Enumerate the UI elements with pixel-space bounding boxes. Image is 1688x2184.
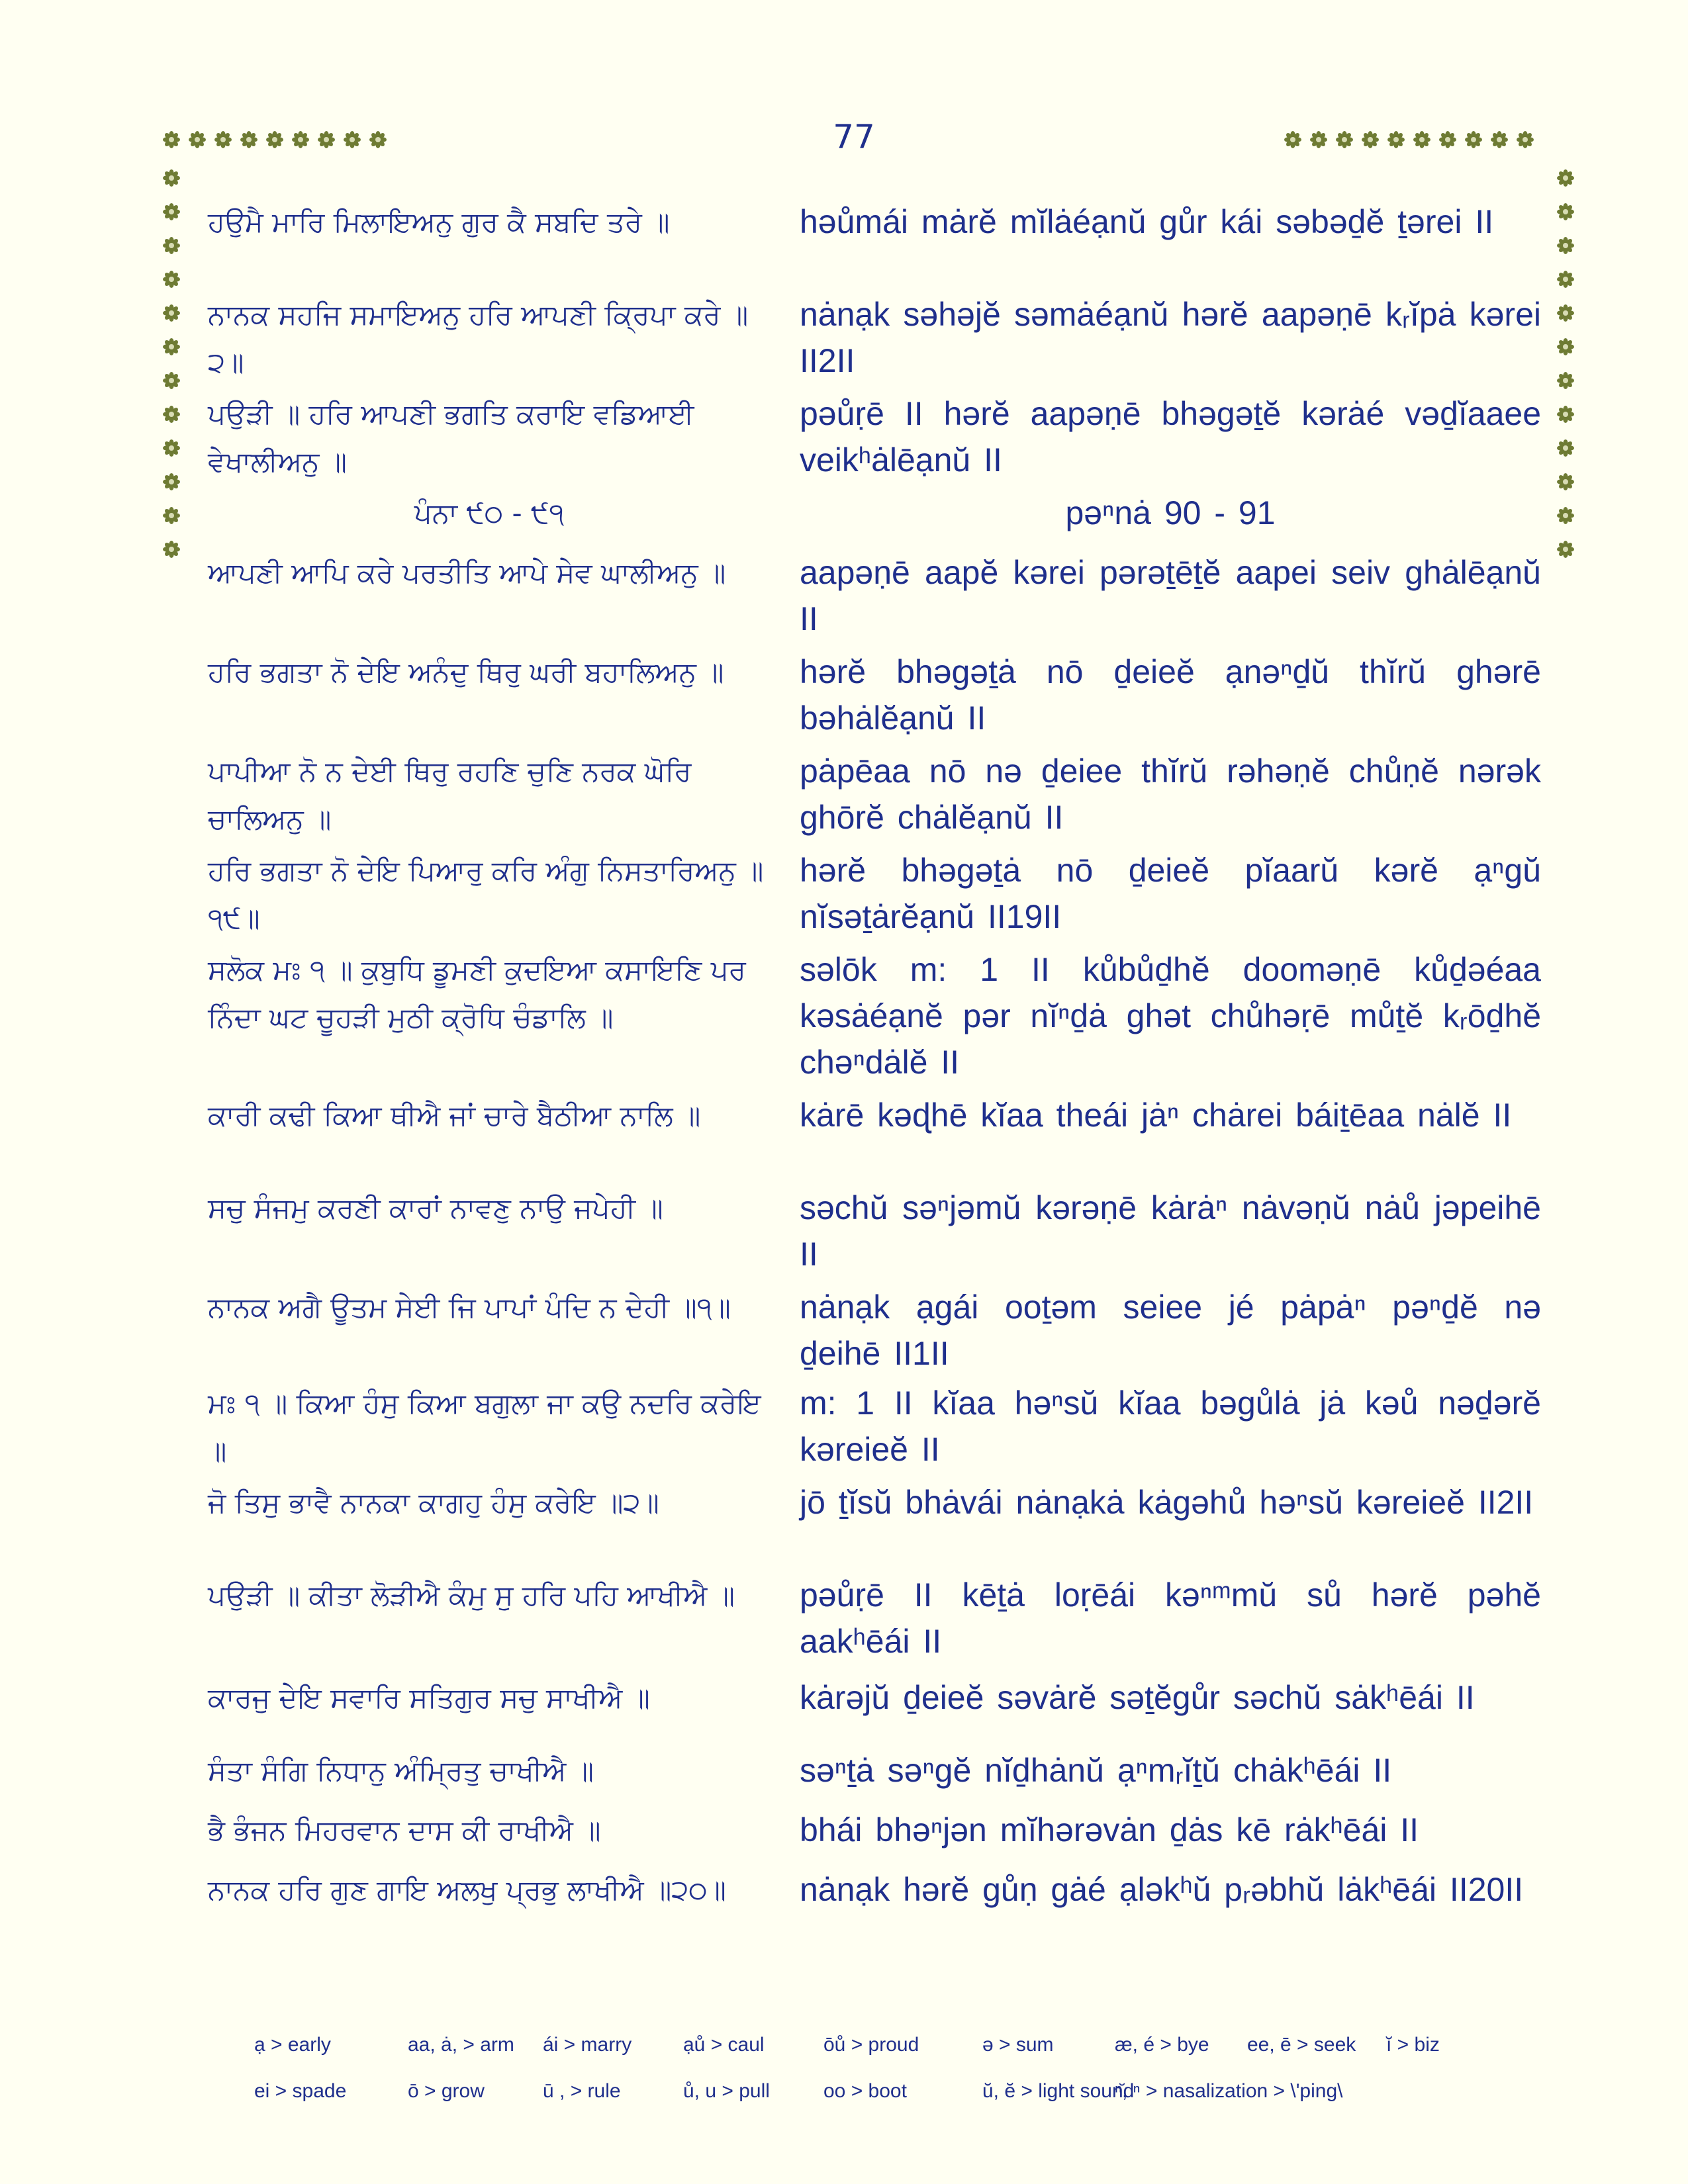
verse-transliteration: pȧpēaa nō nə ḏeiee thĭrŭ rəhəṇĕ chůṇĕ nərək ghōrĕ chȧlĕạnŭ II bbox=[800, 752, 1541, 836]
legend-item: ō > grow bbox=[408, 2080, 485, 2102]
verse-gurmukhi: ਮਃ ੧ ॥ ਕਿਆ ਹੰਸੁ ਕਿਆ ਬਗੁਲਾ ਜਾ ਕਉ ਨਦਰਿ ਕਰੇਇ ॥ bbox=[208, 1387, 761, 1467]
flower-icon bbox=[1489, 130, 1509, 150]
verse-row bbox=[208, 649, 1541, 741]
verse-gurmukhi: ਕਾਰਜੁ ਦੇਇ ਸਵਾਰਿ ਸਤਿਗੁਰ ਸਚੁ ਸਾਖੀਐ ॥ bbox=[208, 1682, 650, 1714]
verse-row bbox=[208, 1380, 1541, 1475]
verse-gurmukhi: ਪਾਪੀਆ ਨੋ ਨ ਦੇਈ ਥਿਰੁ ਰਹਣਿ ਚੁਣਿ ਨਰਕ ਘੋਰਿ ਚਾਲਿਅਨੁ ॥ bbox=[208, 755, 692, 835]
legend-item: ĭ > biz bbox=[1386, 2034, 1440, 2056]
page-reference-roman: pəⁿnȧ 90 - 91 bbox=[1065, 494, 1276, 531]
verse-row bbox=[208, 390, 1541, 486]
legend-item: ⁿ̆, ⁿ > nasalization > \'ping\ bbox=[1115, 2080, 1343, 2102]
pronunciation-legend bbox=[254, 2032, 1479, 2124]
flower-icon bbox=[1556, 438, 1575, 458]
verse-transliteration: həůmái mȧrĕ mĭlȧéạnŭ gůr kái səbəḏĕ ṯərei II bbox=[800, 203, 1494, 240]
verse-gurmukhi: ਸਚੁ ਸੰਜਮੁ ਕਰਣੀ ਕਾਰਾਂ ਨਾਵਣੁ ਨਾਉ ਜਪੇਹੀ ॥ bbox=[208, 1192, 663, 1224]
legend-item: oo > boot bbox=[823, 2080, 907, 2102]
flower-icon bbox=[1556, 472, 1575, 492]
verse-gurmukhi: ਸਲੋਕ ਮਃ ੧ ॥ ਕੁਬੁਧਿ ਡੂਮਣੀ ਕੁਦਇਆ ਕਸਾਇਣਿ ਪਰ ਨਿੰਦਾ ਘਟ ਚੂਹੜੀ ਮੁਠੀ ਕ੍ਰੋਧਿ ਚੰਡਾਲਿ ॥ bbox=[208, 954, 746, 1034]
legend-item: ə > sum bbox=[982, 2034, 1054, 2056]
flower-icon bbox=[1556, 168, 1575, 188]
right-flower-border bbox=[1556, 168, 1575, 559]
verse-gurmukhi: ਨਾਨਕ ਹਰਿ ਗੁਣ ਗਾਇ ਅਲਖੁ ਪ੍ਰਭੁ ਲਾਖੀਐ ॥੨੦॥ bbox=[208, 1874, 726, 1906]
left-flower-border bbox=[162, 168, 181, 559]
verse-transliteration: pəůṛē II hərĕ aapəṇē bhəgəṯĕ kərȧé vəḏĭaaee veikʰȧlēạnŭ II bbox=[800, 395, 1541, 478]
verse-row bbox=[208, 1747, 1541, 1795]
verse-transliteration: nȧnạk səhəjĕ səmȧéạnŭ hərĕ aapəṇē kᵣĭpȧ kərei II2II bbox=[800, 296, 1541, 379]
flower-icon bbox=[1556, 202, 1575, 222]
page-reference-gurmukhi: ਪੰਨਾ ੯੦ - ੯੧ bbox=[414, 497, 565, 529]
flower-icon bbox=[1464, 130, 1483, 150]
flower-icon bbox=[162, 506, 181, 525]
verse-gurmukhi: ਹਰਿ ਭਗਤਾ ਨੋ ਦੇਇ ਅਨੰਦੁ ਥਿਰੁ ਘਰੀ ਬਹਾਲਿਅਨੁ ॥ bbox=[208, 656, 724, 688]
legend-item: ee, ē > seek bbox=[1247, 2034, 1356, 2056]
legend-item: aa, ȧ, > arm bbox=[408, 2034, 514, 2056]
legend-row bbox=[254, 2032, 1479, 2066]
top-right-flower-border bbox=[1283, 130, 1535, 150]
verse-transliteration: kȧrē kəɖhē kĭaa theái jȧⁿ chȧrei báiṯēaa nȧlĕ II bbox=[800, 1097, 1512, 1134]
flower-icon bbox=[1556, 269, 1575, 289]
verse-row bbox=[208, 946, 1541, 1085]
flower-icon bbox=[265, 130, 285, 150]
flower-icon bbox=[1360, 130, 1380, 150]
flower-icon bbox=[162, 202, 181, 222]
verse-gurmukhi: ਜੋ ਤਿਸੁ ਭਾਵੈ ਨਾਨਕਾ ਕਾਗਹੁ ਹੰਸੁ ਕਰੇਇ ॥੨॥ bbox=[208, 1486, 659, 1519]
verse-transliteration: hərĕ bhəgəṯȧ nō ḏeieĕ pĭaarŭ kərĕ ạⁿgŭ nĭsəṯȧrĕạnŭ II19II bbox=[800, 852, 1541, 935]
verse-row bbox=[208, 847, 1541, 942]
flower-icon bbox=[239, 130, 259, 150]
legend-item: ū , > rule bbox=[543, 2080, 621, 2102]
flower-icon bbox=[213, 130, 233, 150]
verse-row bbox=[208, 1479, 1541, 1527]
verse-transliteration: hərĕ bhəgəṯȧ nō ḏeieĕ ạnəⁿḏŭ thĭrŭ ghərē bəhȧlĕạnŭ II bbox=[800, 653, 1541, 737]
flower-icon bbox=[1515, 130, 1535, 150]
flower-icon bbox=[291, 130, 310, 150]
legend-item: ōů > proud bbox=[823, 2034, 919, 2056]
verse-transliteration: səchŭ səⁿjəmŭ kərəṇē kȧrȧⁿ nȧvəṇŭ nȧů jəpeihē II bbox=[800, 1189, 1541, 1273]
legend-item: ů, u > pull bbox=[683, 2080, 770, 2102]
verse-transliteration: kȧrəjŭ ḏeieĕ səvȧrĕ səṯĕgůr səchŭ sȧkʰēái II bbox=[800, 1679, 1475, 1716]
verse-transliteration: nȧnạk hərĕ gůṇ gȧé ạləkʰŭ pᵣəbhŭ lȧkʰēái II20II bbox=[800, 1871, 1524, 1908]
flower-icon bbox=[1386, 130, 1406, 150]
verse-gurmukhi: ਪਉੜੀ ॥ ਕੀਤਾ ਲੋੜੀਐ ਕੰਮੁ ਸੁ ਹਰਿ ਪਹਿ ਆਖੀਐ ॥ bbox=[208, 1579, 735, 1612]
verse-transliteration: m: 1 II kĭaa həⁿsŭ kĭaa bəgůlȧ jȧ kəů nəḏərĕ kəreieĕ II bbox=[800, 1385, 1541, 1468]
flower-icon bbox=[162, 337, 181, 357]
verse-row bbox=[208, 1092, 1541, 1140]
verse-row bbox=[208, 1284, 1541, 1377]
legend-item: ei > spade bbox=[254, 2080, 347, 2102]
verse-row bbox=[208, 1185, 1541, 1277]
top-left-flower-border bbox=[162, 130, 388, 150]
flower-icon bbox=[1556, 303, 1575, 323]
legend-item: ạ > early bbox=[254, 2034, 331, 2056]
verse-transliteration: jō ṯĭsŭ bhȧvái nȧnạkȧ kȧgəhů həⁿsŭ kəreieĕ II2II bbox=[800, 1484, 1534, 1521]
legend-item: ạů > caul bbox=[683, 2034, 765, 2056]
verse-row bbox=[208, 199, 1541, 246]
verse-gurmukhi: ਨਾਨਕ ਅਗੈ ਊਤਮ ਸੇਈ ਜਿ ਪਾਪਾਂ ਪੰਦਿ ਨ ਦੇਹੀ ॥੧॥ bbox=[208, 1291, 731, 1324]
flower-icon bbox=[1556, 539, 1575, 559]
flower-icon bbox=[162, 438, 181, 458]
verse-gurmukhi: ਕਾਰੀ ਕਢੀ ਕਿਆ ਥੀਐ ਜਾਂ ਚਾਰੇ ਬੈਠੀਆ ਨਾਲਿ ॥ bbox=[208, 1099, 701, 1132]
flower-icon bbox=[162, 371, 181, 390]
flower-icon bbox=[162, 130, 181, 150]
verse-gurmukhi: ਨਾਨਕ ਸਹਜਿ ਸਮਾਇਅਨੁ ਹਰਿ ਆਪਣੀ ਕ੍ਰਿਪਾ ਕਰੇ ॥੨॥ bbox=[208, 298, 749, 379]
verse-row bbox=[208, 490, 1541, 537]
flower-icon bbox=[342, 130, 362, 150]
flower-icon bbox=[162, 472, 181, 492]
flower-icon bbox=[162, 168, 181, 188]
verse-gurmukhi: ਹਉਮੈ ਮਾਰਿ ਮਿਲਾਇਅਨੁ ਗੁਰ ਕੈ ਸਬਦਿ ਤਰੇ ॥ bbox=[208, 206, 670, 238]
verse-row bbox=[208, 1572, 1541, 1664]
flower-icon bbox=[1556, 236, 1575, 255]
flower-icon bbox=[1309, 130, 1329, 150]
flower-icon bbox=[1335, 130, 1354, 150]
flower-icon bbox=[1556, 337, 1575, 357]
verse-row bbox=[208, 291, 1541, 387]
legend-item: ái > marry bbox=[543, 2034, 632, 2056]
flower-icon bbox=[1283, 130, 1303, 150]
verse-transliteration: səlōk m: 1 II kůbůḏhĕ dooməṇē kůḏəéaa kəsȧéạnĕ pər nĭⁿḏȧ ghət chůhəṛē můṯĕ kᵣōḏhĕ chəⁿdȧlĕ II bbox=[800, 951, 1541, 1081]
verse-row bbox=[208, 748, 1541, 843]
verse-transliteration: səⁿṯȧ səⁿgĕ nĭḏhȧnŭ ạⁿmᵣĭṯŭ chȧkʰēái II bbox=[800, 1752, 1392, 1789]
flower-icon bbox=[316, 130, 336, 150]
flower-icon bbox=[162, 236, 181, 255]
flower-icon bbox=[162, 404, 181, 424]
flower-icon bbox=[187, 130, 207, 150]
verse-transliteration: pəůṛē II kēṯȧ loṛēái kəⁿᵐmŭ sů hərĕ pəhĕ aakʰēái II bbox=[800, 1576, 1541, 1660]
flower-icon bbox=[1556, 404, 1575, 424]
verse-gurmukhi: ਭੈ ਭੰਜਨ ਮਿਹਰਵਾਨ ਦਾਸ ਕੀ ਰਾਖੀਐ ॥ bbox=[208, 1814, 601, 1846]
verse-gurmukhi: ਸੰਤਾ ਸੰਗਿ ਨਿਧਾਨੁ ਅੰਮ੍ਰਿਤੁ ਚਾਖੀਐ ॥ bbox=[208, 1754, 594, 1787]
flower-icon bbox=[368, 130, 388, 150]
verse-transliteration: nȧnạk ạgái ooṯəm seiee jé pȧpȧⁿ pəⁿḏĕ nə ḏeihē II1II bbox=[800, 1289, 1541, 1372]
verse-transliteration: bhái bhəⁿjən mĭhərəvȧn ḏȧs kē rȧkʰēái II bbox=[800, 1811, 1419, 1848]
verse-gurmukhi: ਪਉੜੀ ॥ ਹਰਿ ਆਪਣੀ ਭਗਤਿ ਕਰਾਇ ਵਡਿਆਈ ਵੇਖਾਲੀਅਨੁ ॥ bbox=[208, 398, 694, 478]
verse-gurmukhi: ਆਪਣੀ ਆਪਿ ਕਰੇ ਪਰਤੀਤਿ ਆਪੇ ਸੇਵ ਘਾਲੀਅਨੁ ॥ bbox=[208, 557, 726, 589]
flower-icon bbox=[162, 269, 181, 289]
flower-icon bbox=[162, 539, 181, 559]
verse-gurmukhi: ਹਰਿ ਭਗਤਾ ਨੋ ਦੇਇ ਪਿਆਰੁ ਕਰਿ ਅੰਗੁ ਨਿਸਤਾਰਿਅਨੁ ॥੧੯॥ bbox=[208, 854, 764, 934]
legend-item: æ, é > bye bbox=[1115, 2034, 1209, 2056]
flower-icon bbox=[1556, 371, 1575, 390]
legend-item: ŭ, ĕ > light sound bbox=[982, 2080, 1135, 2102]
verse-row bbox=[208, 1674, 1541, 1722]
flower-icon bbox=[1412, 130, 1432, 150]
verse-row bbox=[208, 1866, 1541, 1914]
page-number: 77 bbox=[833, 118, 875, 156]
verse-row bbox=[208, 1807, 1541, 1854]
verse-row bbox=[208, 549, 1541, 642]
flower-icon bbox=[1438, 130, 1458, 150]
flower-icon bbox=[1556, 506, 1575, 525]
flower-icon bbox=[162, 303, 181, 323]
legend-row bbox=[254, 2078, 1479, 2113]
verse-transliteration: aapəṇē aapĕ kərei pərəṯēṯĕ aapei seiv ghȧlēạnŭ II bbox=[800, 554, 1541, 637]
